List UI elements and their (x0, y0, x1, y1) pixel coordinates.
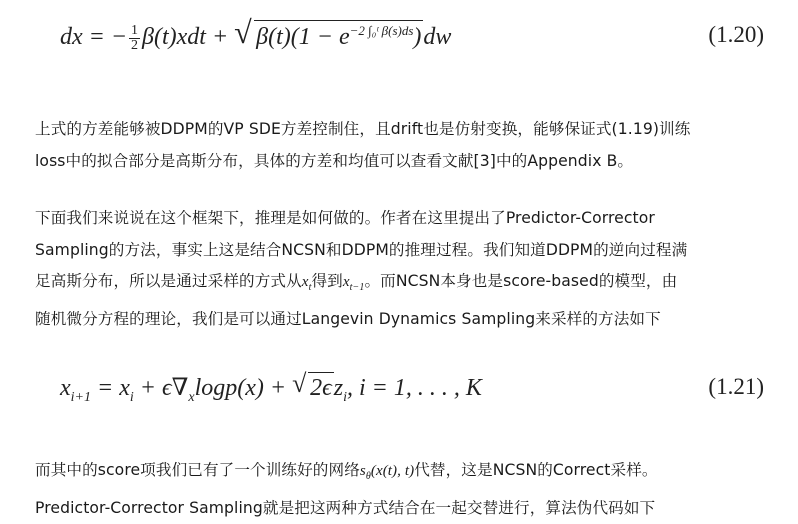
eq20-radicand-close: ) (413, 24, 421, 50)
math-symbol: x (302, 274, 309, 290)
eq21-lhs-sub: i+1 (71, 390, 91, 405)
math-s-theta (360, 463, 414, 479)
paragraph-line (35, 266, 785, 304)
math-x-t-minus-1 (343, 274, 365, 290)
eq21-term: + ϵ∇ (134, 375, 189, 401)
sqrt-symbol-icon: √ (292, 369, 306, 399)
math-symbol: x (343, 274, 350, 290)
eq20-sqrt (234, 20, 423, 51)
eq21-lhs: x (60, 375, 71, 401)
equation-1-20-body (60, 20, 451, 53)
equation-1-20 (0, 14, 798, 60)
eq20-lhs: dx = − (60, 24, 127, 50)
equation-1-21 (0, 366, 798, 410)
paragraph-line: Predictor-Corrector Sampling就是把这两种方式结合在一起交替进行，算法伪代码如下 (35, 493, 785, 524)
eq21-sub: i (343, 390, 347, 405)
paragraph-correct-sampling (35, 455, 785, 524)
sqrt-symbol-icon: √ (234, 14, 252, 51)
text-span: 而其中的score项我们已有了一个训练好的网络 (35, 461, 360, 479)
paragraph-line: loss中的拟合部分是高斯分布，具体的方差和均值可以查看文献[3]中的Appendix B。 (35, 146, 785, 178)
paragraph-predictor-corrector (35, 203, 785, 335)
eq21-sqrt (292, 372, 334, 402)
eq21-sub: i (130, 390, 134, 405)
paragraph-line: 上式的方差能够被DDPM的VP SDE方差控制住，且drift也是仿射变换，能够保证式(1.19)训练 (35, 114, 785, 146)
eq21-term: logp(x) + (195, 375, 293, 401)
math-args: (x(t), t) (371, 463, 414, 479)
eq20-drift: β(t)xdt + (142, 24, 228, 50)
math-subscript: θ (366, 471, 371, 482)
math-symbol: s (360, 463, 366, 479)
eq20-half-fraction (129, 24, 140, 53)
eq20-exponent: −2 ∫₀ᵗ β(s)ds (350, 23, 414, 38)
math-subscript: t−1 (350, 282, 365, 293)
eq20-tail: dw (423, 24, 451, 50)
eq20-radicand-wrap (254, 20, 423, 51)
equation-number-1-21: (1.21) (708, 374, 764, 400)
text-span: 足高斯分布，所以是通过采样的方式从 (35, 272, 302, 290)
eq21-sub: x (188, 390, 194, 405)
equation-1-21-body (60, 372, 482, 406)
paragraph-line (35, 455, 785, 493)
eq20-radicand: β(t)(1 − e (256, 24, 349, 50)
eq20-frac-den: 2 (129, 39, 140, 53)
text-span: 。而NCSN本身也是score-based的模型，由 (364, 272, 677, 290)
math-subscript: t (309, 282, 312, 293)
eq21-radicand: 2ϵ (308, 372, 334, 402)
eq20-frac-num: 1 (129, 24, 140, 39)
paragraph-vp-sde (35, 114, 785, 177)
math-x-t (302, 274, 312, 290)
text-span: 得到 (311, 272, 342, 290)
eq21-term: = x (91, 375, 130, 401)
equation-number-1-20: (1.20) (708, 22, 764, 48)
eq21-condition: , i = 1, . . . , K (347, 375, 482, 401)
paragraph-line: Sampling的方法，事实上这是结合NCSN和DDPM的推理过程。我们知道DDPM的逆向过程满 (35, 235, 785, 267)
eq21-term: z (334, 375, 343, 401)
paragraph-line: 下面我们来说说在这个框架下，推理是如何做的。作者在这里提出了Predictor-Corrector (35, 203, 785, 235)
text-span: 代替，这是NCSN的Correct采样。 (414, 461, 657, 479)
paragraph-line: 随机微分方程的理论，我们是可以通过Langevin Dynamics Sampling来采样的方法如下 (35, 304, 785, 336)
